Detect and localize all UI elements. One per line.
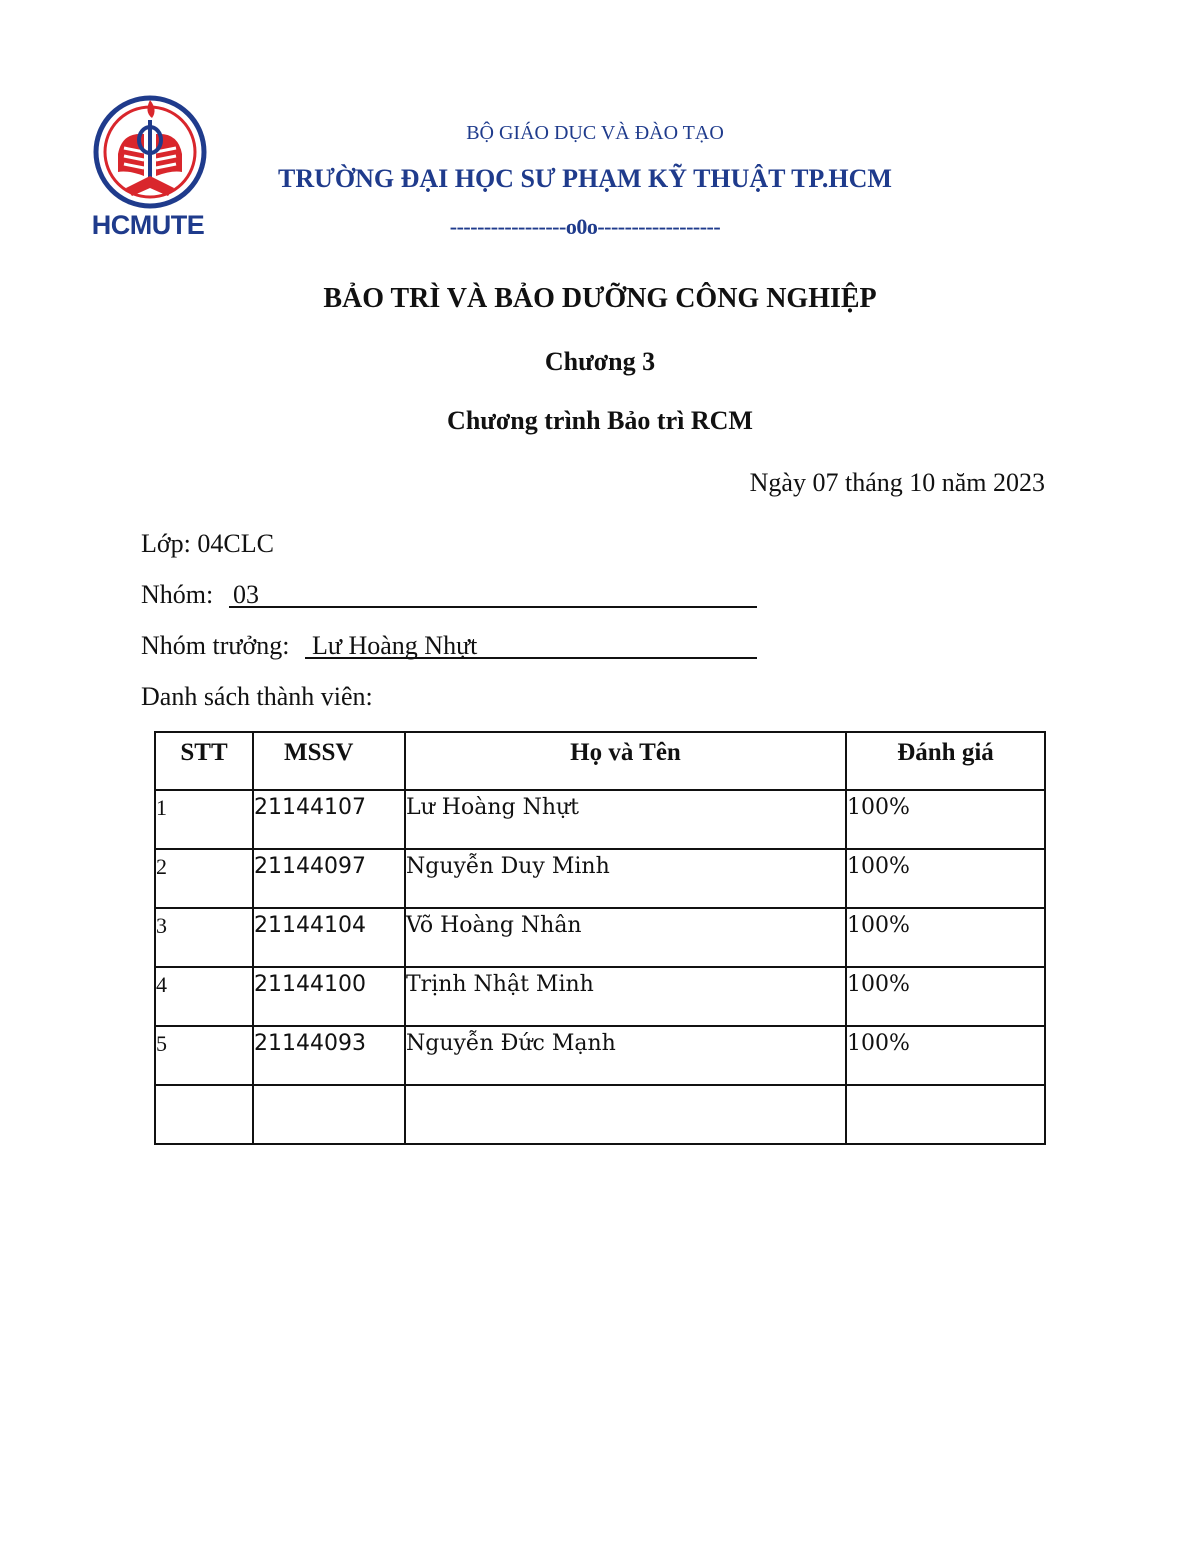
cell-stt: 1 xyxy=(155,790,253,849)
cell-fullname: Nguyễn Đức Mạnh xyxy=(405,1026,846,1085)
cell-rating: 100% xyxy=(846,908,1045,967)
cell-rating: 100% xyxy=(846,849,1045,908)
cell-fullname xyxy=(405,1085,846,1144)
leader-underline xyxy=(305,657,757,659)
cell-stt: 3 xyxy=(155,908,253,967)
chapter-title: Chương 3 xyxy=(544,347,656,376)
members-table xyxy=(154,731,1046,1145)
cell-mssv: 21144100 xyxy=(253,967,405,1026)
university-logo xyxy=(88,92,212,242)
header-divider: -----------------o0o------------------ xyxy=(449,214,721,239)
header-stt: STT xyxy=(155,732,253,790)
report-subtitle: Chương trình Bảo trì RCM xyxy=(447,406,753,435)
table-header-row xyxy=(155,732,1045,790)
table-row xyxy=(155,967,1045,1026)
course-title: BẢO TRÌ VÀ BẢO DƯỠNG CÔNG NGHIỆP xyxy=(323,283,877,314)
table-row xyxy=(155,908,1045,967)
cell-stt: 2 xyxy=(155,849,253,908)
header-fullname: Họ và Tên xyxy=(405,732,846,790)
university-name: TRƯỜNG ĐẠI HỌC SƯ PHẠM KỸ THUẬT TP.HCM xyxy=(278,164,892,193)
logo-emblem-icon xyxy=(88,92,212,212)
cell-mssv: 21144097 xyxy=(253,849,405,908)
group-underline xyxy=(229,606,757,608)
class-line: Lớp: 04CLC xyxy=(141,529,274,558)
table-row-empty xyxy=(155,1085,1045,1144)
cell-rating: 100% xyxy=(846,967,1045,1026)
cell-fullname: Võ Hoàng Nhân xyxy=(405,908,846,967)
logo-text: HCMUTE xyxy=(91,210,205,240)
table-row xyxy=(155,849,1045,908)
cell-rating: 100% xyxy=(846,790,1045,849)
cell-stt: 5 xyxy=(155,1026,253,1085)
header-mssv: MSSV xyxy=(253,732,405,790)
cell-stt: 4 xyxy=(155,967,253,1026)
cell-mssv: 21144104 xyxy=(253,908,405,967)
header-rating: Đánh giá xyxy=(846,732,1045,790)
cell-fullname: Nguyễn Duy Minh xyxy=(405,849,846,908)
table-row xyxy=(155,790,1045,849)
cell-fullname: Trịnh Nhật Minh xyxy=(405,967,846,1026)
report-date: Ngày 07 tháng 10 năm 2023 xyxy=(749,468,1045,497)
members-label: Danh sách thành viên: xyxy=(141,682,373,711)
leader-value: Lư Hoàng Nhựt xyxy=(312,631,478,660)
cell-mssv: 21144107 xyxy=(253,790,405,849)
group-label: Nhóm: xyxy=(141,580,214,609)
cell-mssv: 21144093 xyxy=(253,1026,405,1085)
cell-mssv xyxy=(253,1085,405,1144)
cell-fullname: Lư Hoàng Nhựt xyxy=(405,790,846,849)
cell-stt xyxy=(155,1085,253,1144)
leader-label: Nhóm trưởng: xyxy=(141,631,290,660)
cell-rating xyxy=(846,1085,1045,1144)
cell-rating: 100% xyxy=(846,1026,1045,1085)
table-row xyxy=(155,1026,1045,1085)
group-value: 03 xyxy=(233,580,259,609)
ministry-name: BỘ GIÁO DỤC VÀ ĐÀO TẠO xyxy=(466,122,724,144)
